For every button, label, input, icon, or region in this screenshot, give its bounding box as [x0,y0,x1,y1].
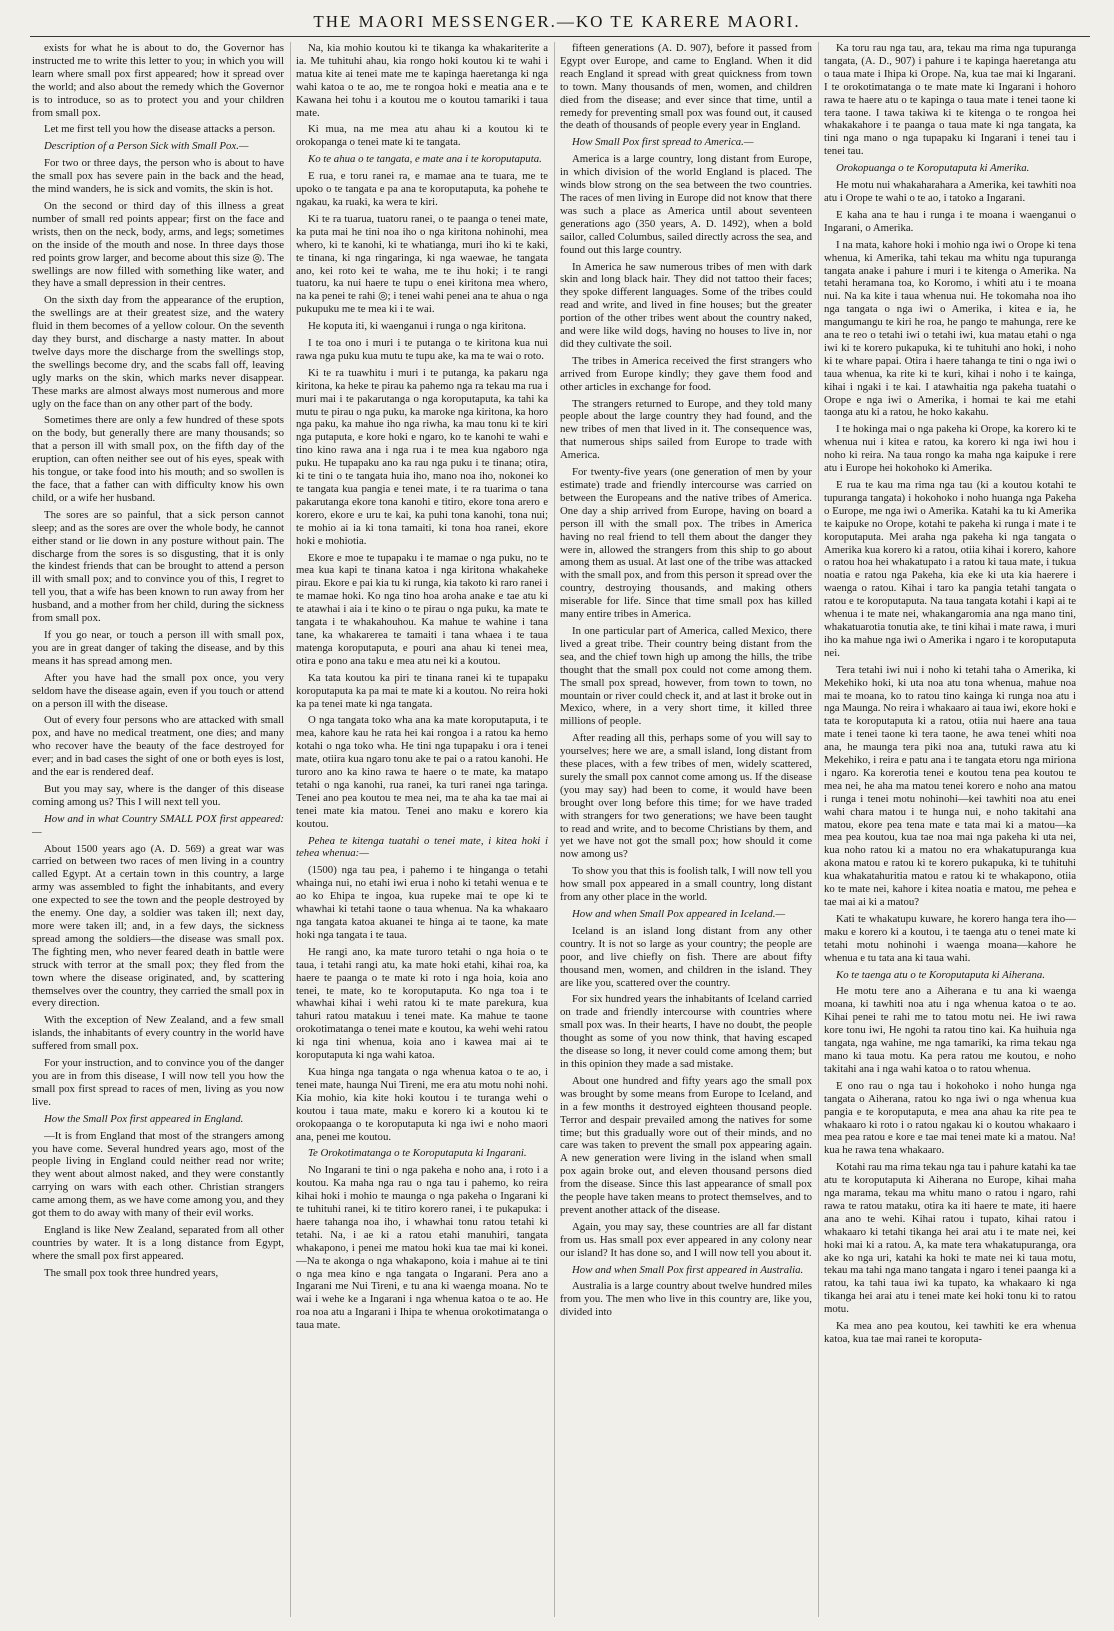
column-maori-2 [824,42,1076,1622]
article-paragraph: E rua te kau ma rima nga tau (ki a koutou kotahi te tupuranga tangata) i hokohoko i noho huanga nga Pakeha o Europe, me nga iwi o Amerika. Katahi ka tu ki Amerika te kaipuke no Orope, kotahi te pakeha ki runga i mate i te koroputaputa. Mei araha nga pakeha ki nga tangata o Amerika kua korero ki a ratou, otiia kihai i korero, kahore o ratou hoa hei whakatupato i a ratou ki taua mate, i tukua noatia e ratou nga Pakeha, kia eke ki uta kia haerere i waenga o ratou. Kihai i taro ka pangia tetahi tangata o ratou e te koroputaputa. Na taua tangata kotahi i kapi ai te whenua i te mate nei, whakangaromia ana nga mano tini, whakatuarotia tonutia ake, te tini kihai i mate rawa, i muri iho ka mahue nga iwi o Amerika i ngaro i te koroputaputa nei. [824,479,1076,659]
article-paragraph: After you have had the small pox once, you very seldom have the disease again, even if you touch or attend on a person ill with the disease. [32,671,284,710]
article-paragraph: In America he saw numerous tribes of men with dark skin and long black hair. They did not tattoo their faces; they spoke different languages. Some of the tribes could read and write, and lived in fine houses; but the greater portion of the other tribes went about the country naked, and were like wild dogs, having no houses to live in, nor did they cultivate the soil. [560,260,812,350]
article-paragraph: Again, you may say, these countries are all far distant from us. Has small pox ever appeared in any colony near our island? It has done so, and I will now tell you about it. [560,1220,812,1259]
article-paragraph: In one particular part of America, called Mexico, there lived a great tribe. Their country being distant from the sea, and the chief town high up among the hills, the tribe thought that the small pox could not come among them. The small pox spread, however, from town to town, no mountain or river could check it, and at last it broke out in Mexico, where, in a very short time, it killed three millions of people. [560,624,812,728]
article-paragraph: exists for what he is about to do, the Governor has instructed me to write this letter to you; in which you will learn where small pox first appeared; how it spread over the world; and also about the remedy which the Governor is to introduce, so as to protect you and your children from small pox. [32,42,284,119]
article-paragraph: Ka tata koutou ka piri te tinana ranei ki te tupapaku koroputaputa ka pa mai te mate ki a koutou. No reira hoki ka pa tenei mate ki nga tangata. [296,671,548,710]
article-paragraph: Tera tetahi iwi nui i noho ki tetahi taha o Amerika, ki Mekehiko hoki, ki uta noa atu tona whenua, mahue noa mai te moana, ko to ratou tino kainga ki runga noa atu i nga Maunga. No reira i whakaaro ai taua iwi, ekore hoki e tata te koroputaputa ki a ratou, otiia nui haere ana taua mate i tenei taone ki tera taone, he awa tenei whiti noa ana, he maunga tera piki noa ana, tutuki rawa atu ki Mekehiko, i reira e patu ana i te tangata etoru nga miriona i ngaro. Ka korerotia tenei e koutou tena pea koutou te mea nei, he aha ma matou tenei korero e noho ana matou i runga i tenei motu nohinohi—kei tawhiti noa atu enei wahi chara matou i te hunga nui, e noho takitahi ana matou, ekore pea tena mate e tata mai ki a matou—ka mea pea koutou, kua tae noa mai nga pakeha ki uta nei, kua noho ratou ki a matou no era whakatupuranga kua akona matou e ratou ki te korero pukapuka, ki te tuhituhi kua whakatahuritia matou e ratou ki te whakapono, otiia ko te mate nei, kahore i kitea noatia e matou, me pehea e tae mai ai ki a matou? [824,663,1076,908]
article-paragraph: Iceland is an island long distant from any other country. It is not so large as your country; the people are poor, and live chiefly on fish. There are about fifty thousand men, women, and children in the island. They are like you, scattered over the country. [560,924,812,989]
section-heading: Te Orokotimatanga o te Koroputaputa ki Ingarani. [308,1147,527,1160]
section-heading: Ko te taenga atu o te Koroputaputa ki Aiherana. [836,968,1046,981]
section-heading: How and when Small Pox first appeared in Australia. [572,1263,804,1276]
article-paragraph: Ki te ra tuawhitu i muri i te putanga, ka pakaru nga kiritona, ka heke te pirau ka pahemo nga ra tekau ma rua i muri mai i te pakarutanga o nga koroputaputa, ka tahi ka mutu te pirau o nga puku, ka maroke nga kiritona, ka horo nga paku, ka mahue iho nga riwha, ka mau tonu ki te kiri nga putaputa, e kore hoki e ngaro, ko te kanohi te wahi e tino kino rawa ana i nga rua i te mea kua ngaboro nga puku. He tupapaku ano ka rau nga puku i te tinana; otira, ki te tini o te tangata huia iho, mano noa iho, nokonei ko te tangata kua pangia e tenei mate, i te ra tuarima o tana pakarutanga ekore tona kanohi e titiro, ekore tona arero e korero, ekore e uru te kai, ka puhi tona kanohi, tona nui; te mohio ai ia ki tona tamaiti, ki tona hoa ranei, ekore hoki e mohiotia. [296,366,548,547]
section-heading: How Small Pox first spread to America.— [572,136,754,149]
header-rule [30,36,1090,37]
section-heading: How and in what Country SMALL POX first appeared:— [32,812,284,838]
article-paragraph: He rangi ano, ka mate turoro tetahi o nga hoia o te taua, i tetahi rangi atu, ka mate hoki etahi, kihai roa, ka haere te paanga o te mate ki roto i nga hoia, koia ano tenei, te mate, ko te koroputaputa. Ko nga toa i te whawhai kihai i wehi ratou ki te mate parekura, kua tahuri ratou matakuu i tenei mate. Ka mahue te taone orokotimatanga o tenei mate e koutou, ka wehi wehi ratou ki nga tini whenua, koia ano i kawea mai ai te koroputaputa ki nga wahi katoa. [296,945,548,1062]
article-paragraph: Na, kia mohio koutou ki te tikanga ka whakariterite a ia. Me tuhituhi ahau, kia rongo hoki koutou ki te wahi i matua kite ai tenei mate me te kapinga haeretanga ki nga wahi katoa o te ao, me te rongoa hoki e meatia ana e te Kawana hei tohu i a koutou me o koutou tamariki i taua mate. [296,42,548,119]
article-paragraph: The strangers returned to Europe, and they told many people about the large country they had found, and the new tribes of men that lived in it. The consequence was, that numerous ships sailed from Europe to trade with America. [560,397,812,462]
article-paragraph: America is a large country, long distant from Europe, in which division of the world England is placed. The winds blow strong on the sea between the two countries. The races of men living in Europe did not know that there was such a place as America until about seventeen generations ago (350 years, A. D. 1492), when a bold sailor, called Columbus, sailed directly across the sea, and found out this large country. [560,153,812,256]
article-paragraph: If you go near, or touch a person ill with small pox, you are in great danger of taking the disease, and by this means it has spread among men. [32,628,284,667]
article-paragraph: E rua, e toru ranei ra, e mamae ana te tuara, me te upoko o te tangata e pa ana te koroputaputa, ka pohehe te ngakau, ka ruaki, ka wera te kiri. [296,170,548,208]
article-paragraph: Ki te ra tuarua, tuatoru ranei, o te paanga o tenei mate, ka puta mai he tini noa iho o nga kiritona nohinohi, mea whero, ki te kanohi, ki te whatianga, muri iho ki te kaki, te tinana, ki nga ringaringa, ki nga waewae, he tangata ano, kei roto kei te waha, me te ihu hoki; i te rangi tuatoru, ka nui haere te tupu o enei kiritona mea whero, na ka penei te rahi ◎; i tenei wahi penei ana te ahua o nga pukupuku me te mea ki i te wai. [296,212,548,316]
article-paragraph: I na mata, kahore hoki i mohio nga iwi o Orope ki tena whenua, ki Amerika, tahi tekau ma whitu nga tupuranga tangata anake i pahure i muri i te kitenga o Amerika. Na tetahi heramana toa, ko Koromo, i whiti atu i te moana nui. Na ka kite i taua whenua nui. He tokomaha noa iho nga tangata o nga iwi o Amerika, i kitea e ia, he mangumangu te kiri he roa, he pango te mahunga, rere ke ana te reo o tetahi iwi o tetahi iwi, kua matau etahi o nga iwi ki te korero pukapuka, ki te tuhituhi ano hoki, i noho ki te whare papai. Otira i haere tahanga te tini o nga iwi o taua whenua, ka rite ki te kuri, kihai i noho i te kainga, kihai i ngaki i te kai. I atawhaitia nga pakeha tuatahi o Orope e nga iwi o Amerika, i homai te kai me etahi taonga atu ki a ratou, he hoko kakahu. [824,238,1076,419]
article-paragraph: For two or three days, the person who is about to have the small pox has severe pain in the back and the head, the mind wanders, he is sick and vomits, the skin is hot. [32,157,284,196]
article-paragraph: Sometimes there are only a few hundred of these spots on the body, but generally there are many thousands; so that a person ill with small pox, on the fifth day of the eruption, can often neither see out of his eyes, speak with his tongue, or take food into his mouth; and so swollen is the face, that a father can with difficulty know his own child, or a wife her husband. [32,414,284,504]
article-paragraph: On the sixth day from the appearance of the eruption, the swellings are at their greatest size, and the watery fluid in them becomes of a yellow colour. On the seventh day they burst, and discharge a nasty matter. In about twelve days more the discharge from the swellings stop, the swellings become dry, and the scabs fall off, leaving ugly marks on the skin, which marks never disappear. These marks are almost always most numerous and more ugly on the face than on any other part of the body. [32,294,284,410]
article-paragraph: Ekore e moe te tupapaku i te mamae o nga puku, no te mea kua kapi te tinana katoa i nga kiritona whakaheke pirau. Ekore e pai kia tu ki runga, kia takoto ki raro ranei i te mamae hoki. Ko nga tino hoa aroha anake e tae atu ki te atawhai i aia i te kino o te pirau o nga puku, ka mate te tangata i te whakahouhou. Ka mahue te wahine i tana tane, ka whakarerea te tamaiti i tana whaea i te taua matenga koroputaputa, e pouri ana ahau ki tenei mea, otira e pono ana taku e mea atu nei ki a koutou. [296,551,548,667]
article-paragraph: fifteen generations (A. D. 907), before it passed from Egypt over Europe, and came to England. When it did reach England it spread with great quickness from town to town. Many thousands of men, women, and children died from the disease; and ever since that time, until a remedy for preventing small pox was found out, it caused the death of thousands of people every year in England. [560,42,812,132]
article-paragraph: —It is from England that most of the strangers among you have come. Several hundred years ago, most of the people living in England could neither read nor write; they went about almost naked, and they were constantly carrying on wars with each other. Christian strangers came among them, as we have come among you, and they got them to do away with many of their evil works. [32,1129,284,1220]
article-paragraph: I te hokinga mai o nga pakeha ki Orope, ka korero ki te whenua nui i kitea e ratou, ka korero ki nga iwi hou i noho ki reira. Na taua rongo ka maha nga kaipuke i rere atu i Europe hei hokohoko ki Amerika. [824,423,1076,475]
article-paragraph: No Ingarani te tini o nga pakeha e noho ana, i roto i a koutou. Ka maha nga rau o nga tau i pahemo, ko reira kihai hoki i mohio te maunga o nga pakeha o Ingarani ki te tuhituhi ranei, ki te titiro korero ranei, i te pukapuka: i haere tahanga noa iho, i whawhai tonu ratou tetahi ki tetahi. Na, i ae ki a ratou etahi manuhiri, tangata whakapono, i penei me matou hoki kua tae mai ki konei.—Na te akonga o nga whakapono, koia i mahue ai te tini o nga mea kino e nga tangata o Ingarani. Pera ano a Ingarani me Nui Tireni, e tu ana ki waenga moana. No te wai i wehe ke a Ingarani i nga whenua katoa o te ao. He roa noa atu a Ingarani i Ihipa te whenua orokotimatanga o taua mate. [296,1164,548,1332]
article-paragraph: On the second or third day of this illness a great number of small red points appear; first on the face and wrists, then on the neck, body, arms, and legs; sometimes on the inside of the mouth and nose. In three days those red points grow larger, and become about this size ◎. The swellings are now filled with something like water, and they have a small depression in their centres. [32,199,284,290]
article-paragraph: Ki mua, na me mea atu ahau ki a koutou ki te orokopanga o tenei mate ki te tangata. [296,123,548,149]
article-paragraph: E kaha ana te hau i runga i te moana i waenganui o Ingarani, o Amerika. [824,208,1076,234]
article-paragraph: He motu tere ano a Aiherana e tu ana ki waenga moana, ki tawhiti noa atu i nga whenua katoa o te ao. Kihai penei te rahi me to tatou motu nei. He iwi rawa kore tonu iwi, He ngohi ta ratou tino kai. Ka huihuia nga tangata, nga wahine, me nga tamariki, ka rima tekau nga mano ki taua motu. Ka pera ratou me koutou, e noho takitahi ana i nga wahi katoa o to ratou whenua. [824,985,1076,1075]
column-divider [818,42,819,1617]
column-english-2 [560,42,812,1622]
article-paragraph: About 1500 years ago (A. D. 569) a great war was carried on between two races of men living in a country called Egypt. At a certain town in this country, a large army was assembled to fight the inhabitants, and every one expected to see the town and the people destroyed by the enemy. One day, a soldier was taken ill; next day, more were taken ill; and, in a few days, the sickness spread among the soldiers—the disease was small pox. The fighting men, who never feared death in battle were struck with terror at the small pox; they fled from the town where the disease originated, and, by scattering themselves over the country, they carried the small pox in every direction. [32,842,284,1010]
article-paragraph: After reading all this, perhaps some of you will say to yourselves; here we are, a small island, long distant from these places, with a few tribes of men, widely scattered, surely the small pox cannot come among us. If the disease (you may say) had been to come, it would have been brought over long before this time; for we have traded with strangers for two generations; we have been taught to read and write, and to become Christians by them, and yet we have not got the small pox; how should it come now among us? [560,732,812,861]
masthead-title: THE MAORI MESSENGER.—KO TE KARERE MAORI. [313,12,801,31]
article-paragraph: The small pox took three hundred years, [44,1266,219,1279]
section-heading: How the Small Pox first appeared in England. [44,1112,244,1125]
article-paragraph: Australia is a large country about twelve hundred miles from you. The men who live in this country are, like you, divided into [560,1280,812,1319]
section-heading: Orokopuanga o te Koroputaputa ki Amerika. [836,162,1030,175]
article-paragraph: For six hundred years the inhabitants of Iceland carried on trade and friendly intercourse with countries where small pox was. In their hearts, I have no doubt, the people thought as some of you now think, that having escaped the disease so long, it never could come among them; but in this opinion they made a sad mistake. [560,993,812,1070]
article-paragraph: To show you that this is foolish talk, I will now tell you how small pox appeared in a small country, long distant from any other place in the world. [560,865,812,904]
column-english-1 [32,42,284,1622]
article-paragraph: Let me first tell you how the disease attacks a person. [44,123,276,136]
article-paragraph: Kua hinga nga tangata o nga whenua katoa o te ao, i tenei mate, haunga Nui Tireni, me era atu motu nohi nohi. Kia mohio, kia kite hoki koutou i te turanga wehi o koutou i taua mate, maku e korero ki a koutou ki te orokopaanga o te koroputaputa ki nga iwi e noho maori ana, penei me koutou. [296,1065,548,1143]
article-paragraph: The sores are so painful, that a sick person cannot sleep; and as the sores are over the whole body, he cannot either stand or lie down in any posture without pain. The discharge from the sores is so disgusting, that it is only the kindest friends that can be brought to attend a person ill with small pox; and to convince you of this, I regret to tell you, that a wife has been known to run away from her husband, and a mother from her child, during the sickness from small pox. [32,508,284,625]
article-paragraph: I te toa ono i muri i te putanga o te kiritona kua nui rawa nga puku kua mutu te tupu ake, ka ma te wai o roto. [296,337,548,362]
column-divider [290,42,291,1617]
section-heading: Pehea te kitenga tuatahi o tenei mate, i kitea hoki i tehea whenua:— [296,834,548,860]
article-paragraph: O nga tangata toko wha ana ka mate koroputaputa, i te mea, kahore kau he rata hei kai rongoa i a ratou ka hemo kotahi o nga toko wha. He tini nga tupapaku i ora i tenei mate, otiira kua ngaro tonu ake te pai o a ratou kanohi. He turoro ano ka kino rawa te haere o te mate, ka matapo tetahi o nga kanohi, rua ranei, ka turi ranei nga taringa. Tenei ano pea koutou te mea nei, ma te aha ka tae mai ai tenei mate kia matou. Tenei ano maku e korero kia koutou. [296,714,548,830]
section-heading: Ko te ahua o te tangata, e mate ana i te koroputaputa. [308,153,542,166]
article-paragraph: He motu nui whakaharahara a Amerika, kei tawhiti noa atu i Orope te wahi o te ao, i tatoko a Ingarani. [824,179,1076,204]
article-paragraph: About one hundred and fifty years ago the small pox was brought by some means from Europe to Iceland, and in a few months it destroyed eighteen thousand people. Terror and despair prevailed among the natives for some time; but this gradually wore out of their minds, and no care was taken to prevent the small pox appearing again. A new generation were living in the island when small pox again broke out, and eleven thousand persons died from the disease. Since this last appearance of small pox the people have taken means to protect themselves, and to prevent another attack of the disease. [560,1074,812,1216]
column-divider [554,42,555,1617]
page-header [0,6,1114,38]
article-paragraph: England is like New Zealand, separated from all other countries by water. It is a long distance from Egypt, where the small pox first appeared. [32,1223,284,1262]
article-paragraph: The tribes in America received the first strangers who arrived from Europe kindly; they gave them food and other articles in exchange for food. [560,354,812,393]
article-paragraph: For twenty-five years (one generation of men by your estimate) trade and friendly intercourse was carried on between the Europeans and the native tribes of America. One day a ship arrived from Europe, having on board a person ill with the small pox. The tribes in America having no real friend to tell them about the danger they were in, allowed the strangers from this ship to go about among them as usual. At last one of the tribe was attacked with the small pox, and from this person it spread over the country, destroying thousands, and making others miserable for life. Since that time small pox has killed many entire tribes in America. [560,466,812,621]
article-paragraph: For your instruction, and to convince you of the danger you are in from this disease, I will now tell you how the small pox first spread to races of men, living as you now live. [32,1057,284,1108]
article-paragraph: Ka toru rau nga tau, ara, tekau ma rima nga tupuranga tangata, (A. D., 907) i pahure i te kapinga haeretanga atu o taua mate i Ihipa ki Orope. Na, kua tae mai ki Ingarani. I te orokotimatanga o te mate mate ki Ingarani i hohoro rawa te haere atu o te kapinga o taua mate i tenei taone ki tera taone. I tawa takiwa ki te kitenga o te rongoa hei whakakahore i te paanga o taua mate ki nga tangata, ka tini nga mano o nga tupapaku ki Ingarani i tenei tau i tenei tau. [824,42,1076,158]
article-paragraph: E ono rau o nga tau i hokohoko i noho hunga nga tangata o Aiherana, ratou ko nga iwi o nga whenua kua pangia e te koroputaputa, e mea ana ahau ka rite pea te whakaaro ki roto i o ratou ngakau ki o koutou whakaaro i mea pea ratou e kore e tae mai tenei mate ki a matou. Na! kua he rawa tena whakaaro. [824,1079,1076,1157]
article-paragraph: Kati te whakatupu kuware, he korero hanga tera iho—maku e korero ki a koutou, i te taenga atu o tenei mate ki tetahi motu nohinohi i waenga moana—kahore he whenua e tu tata ana ki taua wahi. [824,912,1076,964]
column-maori-1 [296,42,548,1622]
article-paragraph: Ka mea ano pea koutou, kei tawhiti ke era whenua katoa, kua tae mai ranei te koroputa- [824,1320,1076,1345]
article-paragraph: With the exception of New Zealand, and a few small islands, the inhabitants of every country in the world have suffered from small pox. [32,1014,284,1053]
section-heading: How and when Small Pox appeared in Iceland.— [572,908,786,920]
article-paragraph: Out of every four persons who are attacked with small pox, and have no medical treatment, one dies; and many who recover have the beauty of the face destroyed for ever; and in bad cases the sight of one or both eyes is lost, and the ear is rendered deaf. [32,714,284,779]
article-paragraph: He koputa iti, ki waenganui i runga o nga kiritona. [308,320,526,333]
article-paragraph: But you may say, where is the danger of this disease coming among us? This I will next tell you. [32,782,284,808]
article-paragraph: (1500) nga tau pea, i pahemo i te hinganga o tetahi whainga nui, no etahi iwi erua i noho ki tetahi wenua e te ao ko Ehipa te ingoa, kua rupeke mai te ope ki te whawhai ki tetahi taone o taua whenua. Na ka whakaaro nga tangata katoa akuanei te hinga ai te taone, ka mate hoki nga tangata i te taua. [296,864,548,941]
section-heading: Description of a Person Sick with Small Pox.— [44,140,249,153]
article-paragraph: Kotahi rau ma rima tekau nga tau i pahure katahi ka tae atu te koroputaputa ki Aiherana no Europe, kihai maha nga marama, tekau ma whitu mano o ratou i ngaro, rahi rawa te ratou mataku, otira ka iti haere te mate, iti haere ana ano te wehi. Kihai ratou i tupato, kihai ratou i whakaaro ki tetahi tikanga hei arai atu i te mate nei, kei hoki mai ki a ratou. A, ka mate tera whakatupuranga, ora ake ko nga uri, katahi ka hoki te mate nei ki taua motu, tekau ma tahi nga mano tangata i ngaro i tenei paanga ki a ratou, ka tahi taua iwi ka tupato, ka whakaaro ki nga tikanga hei arai atu i tenei mate kei hoki tonu ki to ratou motu. [824,1161,1076,1316]
